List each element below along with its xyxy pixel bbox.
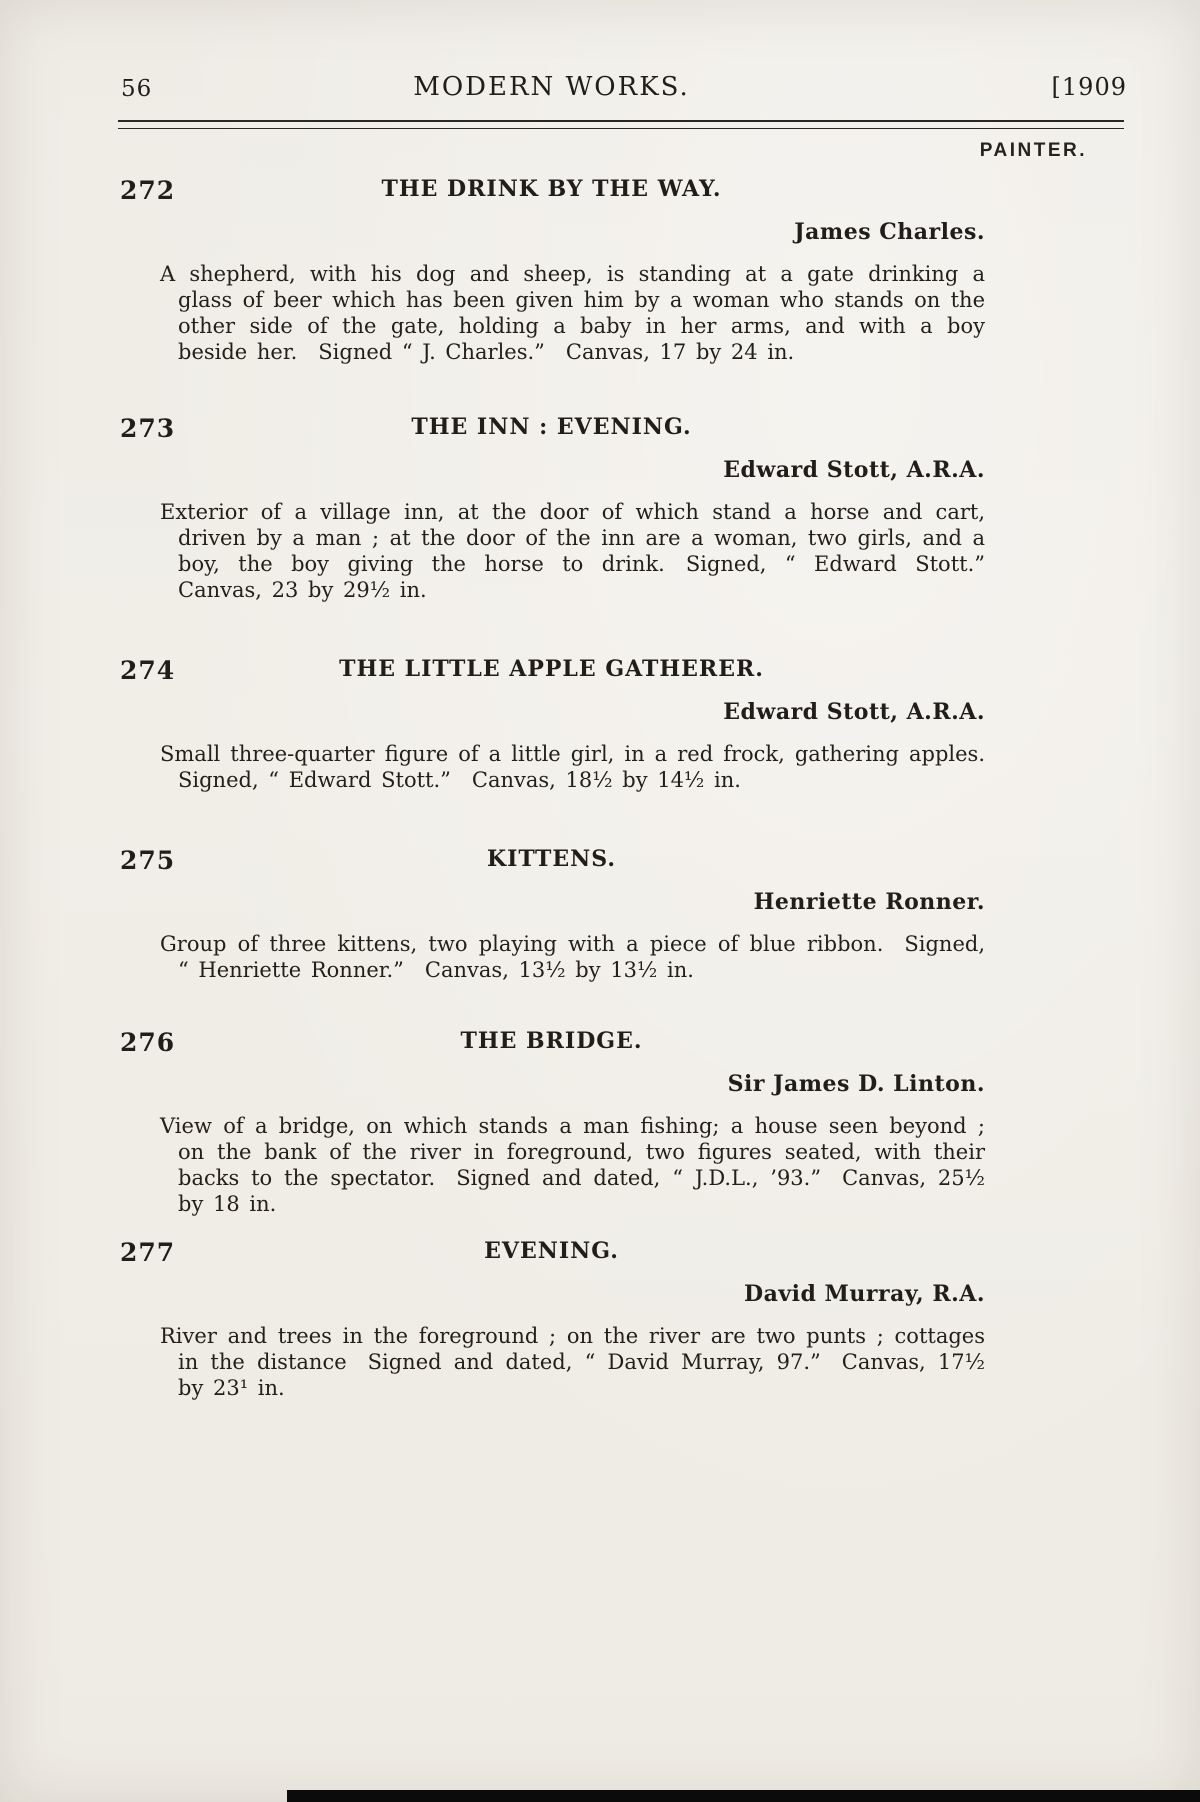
painter-name: Sir James D. Linton.	[727, 1071, 985, 1097]
lot-heading	[118, 846, 985, 876]
lot-heading	[118, 656, 985, 686]
lot-number: 272	[120, 176, 176, 205]
lot-description: River and trees in the foreground ; on the river are two punts ; cottages in the distance Signed and dated, “ David Murray, 97.” Canvas, 17½ by 23¹ in.	[160, 1324, 985, 1400]
lot-heading	[118, 1028, 985, 1058]
lot-description: Group of three kittens, two playing with a piece of blue ribbon. Signed, “ Henriette Ronner.” Canvas, 13½ by 13½ in.	[160, 932, 985, 982]
lot-title: THE INN : EVENING.	[411, 414, 692, 440]
lot-description: Small three-quarter figure of a little girl, in a red frock, gathering apples. Signed, “ Edward Stott.” Canvas, 18½ by 14½ in.	[160, 742, 985, 792]
lot-number: 276	[120, 1028, 176, 1057]
painter-name: David Murray, R.A.	[744, 1281, 985, 1307]
lot-heading	[118, 176, 985, 206]
painter-name: Henriette Ronner.	[753, 889, 985, 915]
lot-entry-276	[118, 1028, 985, 1238]
lot-title: KITTENS.	[486, 846, 616, 872]
lot-entry-277	[118, 1238, 985, 1422]
year-label: [1909	[1051, 73, 1127, 101]
lot-title: EVENING.	[484, 1238, 619, 1264]
lot-description: A shepherd, with his dog and sheep, is standing at a gate drinking a glass of beer which has been given him by a woman who stands on the other side of the gate, holding a baby in her arms, and with a boy beside her. Signed “ J. Charles.” Canvas, 17 by 24 in.	[160, 262, 985, 364]
painter-name: Edward Stott, A.R.A.	[723, 457, 985, 483]
lot-number: 277	[120, 1238, 176, 1267]
painter-name: James Charles.	[794, 219, 985, 245]
painter-column-label: PAINTER.	[979, 140, 1087, 161]
lot-title: THE DRINK BY THE WAY.	[381, 176, 722, 202]
lot-entry-272	[118, 176, 985, 386]
lot-entry-274	[118, 656, 985, 814]
lot-number: 274	[120, 656, 176, 685]
lot-description: View of a bridge, on which stands a man fishing; a house seen beyond ; on the bank of the river in foreground, two figures seated, with their backs to the spectator. Signed and dated, “ J.D.L., ’93.” Canvas, 25½ by 18 in.	[160, 1114, 985, 1216]
scan-artifact-bar	[287, 1790, 1200, 1802]
lot-number: 273	[120, 414, 176, 443]
lot-title: THE LITTLE APPLE GATHERER.	[339, 656, 764, 682]
page-number: 56	[121, 76, 153, 102]
running-title: MODERN WORKS.	[413, 72, 690, 102]
lot-number: 275	[120, 846, 176, 875]
lot-entry-273	[118, 414, 985, 624]
lot-description: Exterior of a village inn, at the door of which stand a horse and cart, driven by a man ; at the door of the inn are a woman, two girls, and a boy, the boy giving the horse to drink. Signed, “ Edward Stott.” Canvas, 23 by 29½ in.	[160, 500, 985, 602]
lot-heading	[118, 1238, 985, 1268]
header-rule	[118, 120, 1124, 129]
lot-title: THE BRIDGE.	[460, 1028, 643, 1054]
lot-heading	[118, 414, 985, 444]
painter-name: Edward Stott, A.R.A.	[723, 699, 985, 725]
lot-entry-275	[118, 846, 985, 1004]
